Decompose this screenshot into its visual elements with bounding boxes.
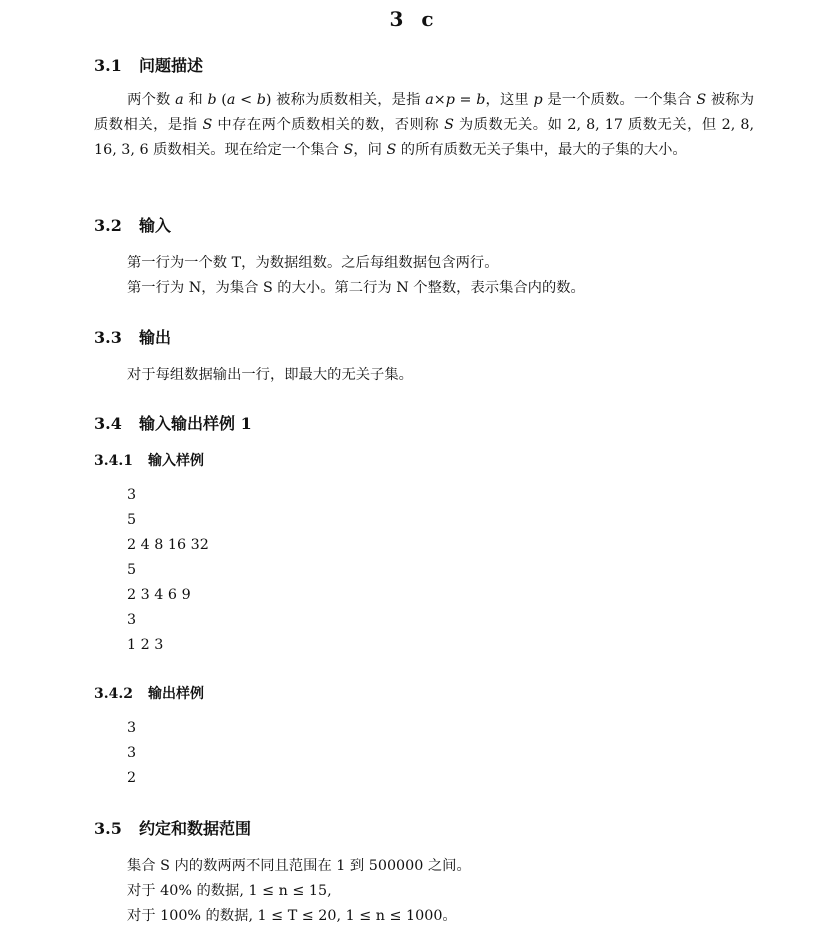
section-heading-description <box>94 56 203 76</box>
sample-input-line: 5 <box>127 512 137 528</box>
sample-input-line: 3 <box>127 612 137 628</box>
problem-number: 3 <box>389 7 404 31</box>
subsection-title: 输出样例 <box>148 686 204 702</box>
section-number: 3.3 <box>94 328 122 347</box>
section-number: 3.4 <box>94 414 122 433</box>
section-title: 输出 <box>139 328 172 347</box>
section-heading-sample <box>94 414 252 434</box>
subsection-number: 3.4.1 <box>94 453 133 469</box>
problem-name: c <box>421 7 434 31</box>
input-line: 第一行为 N，为集合 S 的大小。第二行为 N 个整数，表示集合内的数。 <box>127 280 585 296</box>
sample-output-line: 2 <box>127 770 137 786</box>
subsection-heading-sample-input <box>94 452 204 470</box>
problem-title <box>0 7 823 31</box>
input-line: 第一行为一个数 T，为数据组数。之后每组数据包含两行。 <box>127 255 499 271</box>
section-heading-output <box>94 328 171 348</box>
section-number: 3.5 <box>94 819 122 838</box>
section-title: 约定和数据范围 <box>139 819 252 838</box>
subsection-heading-sample-output <box>94 685 204 703</box>
section-number: 3.1 <box>94 56 122 75</box>
section-heading-constraints <box>94 819 251 839</box>
constraint-line: 对于 100% 的数据, 1 ≤ T ≤ 20, 1 ≤ n ≤ 1000。 <box>127 908 457 924</box>
sample-input-line: 2 3 4 6 9 <box>127 587 191 603</box>
sample-output-line: 3 <box>127 745 137 761</box>
section-title: 输入输出样例 1 <box>139 414 252 433</box>
output-line: 对于每组数据输出一行，即最大的无关子集。 <box>127 367 413 383</box>
section-number: 3.2 <box>94 216 122 235</box>
section-title: 问题描述 <box>139 56 204 75</box>
description-paragraph: 两个数 a 和 b (a < b) 被称为质数相关，是指 a×p = b，这里 p 是一个质数。一个集合 S 被称为质数相关，是指 S 中存在两个质数相关的数，否则称 S 为质数无关。如 2, 8, 17 质数无关，但 2, 8, 16, 3, 6 质数相关。现在给定一个集合 S，问 S 的所有质数无关子集中，最大的子集的大小。 <box>94 92 755 158</box>
sample-output-line: 3 <box>127 720 137 736</box>
sample-input-line: 5 <box>127 562 137 578</box>
sample-input-line: 2 4 8 16 32 <box>127 537 209 553</box>
section-heading-input <box>94 216 171 236</box>
subsection-title: 输入样例 <box>148 453 204 469</box>
subsection-number: 3.4.2 <box>94 686 133 702</box>
constraint-line: 集合 S 内的数两两不同且范围在 1 到 500000 之间。 <box>127 858 471 874</box>
section-title: 输入 <box>139 216 172 235</box>
sample-input-line: 3 <box>127 487 137 503</box>
sample-input-line: 1 2 3 <box>127 637 164 653</box>
constraint-line: 对于 40% 的数据, 1 ≤ n ≤ 15, <box>127 883 332 899</box>
